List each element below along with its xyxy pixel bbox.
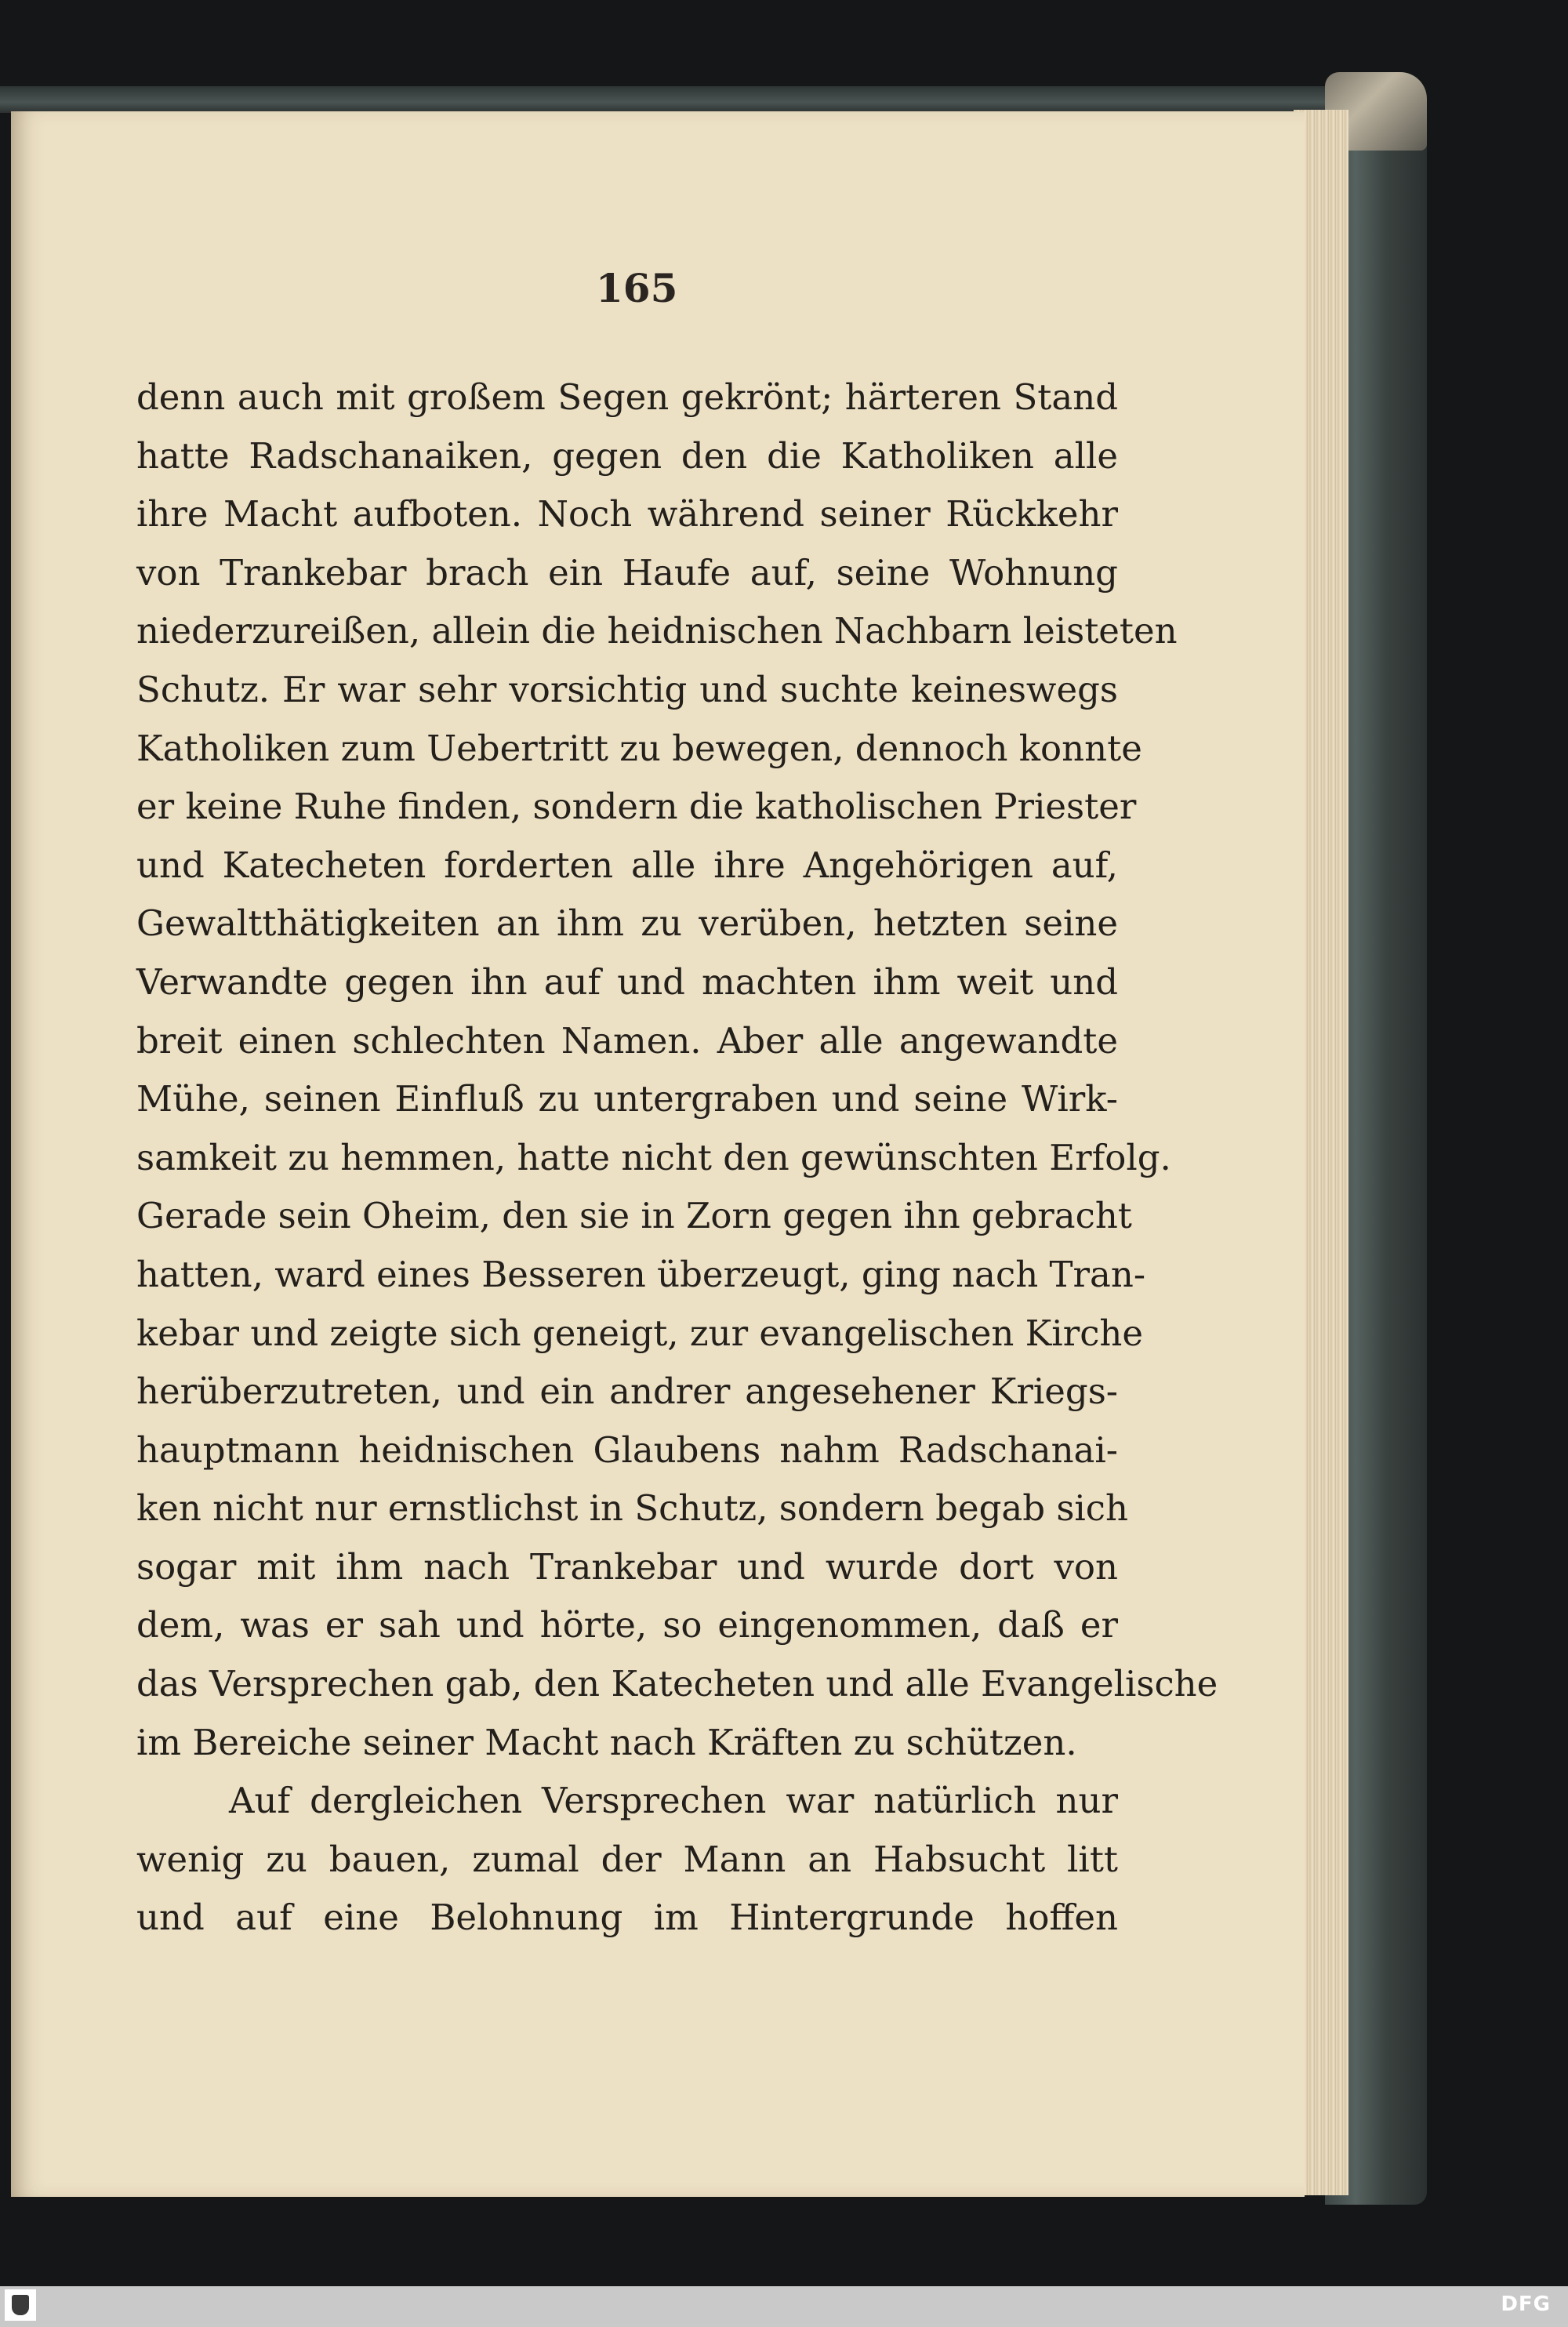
body-text [136,368,1218,1948]
text-line: dem, was er sah und hörte, so eingenommen, daß er [136,1604,1118,1646]
text-line: breit einen schlechten Namen. Aber alle angewandte [136,1019,1118,1062]
text-line: Verwandte gegen ihn auf und machten ihm weit und [136,960,1118,1003]
text-line: Gewaltthätigkeiten an ihm zu verüben, hetzten seine [136,902,1118,945]
viewer-footer-bar [0,2286,1568,2327]
library-crest-icon [12,2295,29,2315]
page-number: 165 [596,265,678,311]
text-line: hatte Radschanaiken, gegen den die Katholiken alle [136,434,1118,477]
text-line: ken nicht nur ernstlichst in Schutz, sondern begab sich [136,1487,1128,1530]
text-line: hatten, ward eines Besseren überzeugt, ging nach Tran- [136,1253,1146,1295]
text-line: er keine Ruhe finden, sondern die katholischen Priester [136,786,1137,828]
text-line: kebar und zeigte sich geneigt, zur evangelischen Kirche [136,1312,1144,1354]
text-line: ihre Macht aufboten. Noch während seiner Rückkehr [136,493,1118,535]
dfg-logo: DFG [1501,2293,1551,2316]
text-line: von Trankebar brach ein Haufe auf, seine Wohnung [136,551,1118,594]
library-logo-icon [5,2289,36,2321]
text-line: Gerade sein Oheim, den sie in Zorn gegen ihn gebracht [136,1195,1132,1237]
text-line: hauptmann heidnischen Glaubens nahm Radschanai- [136,1429,1118,1471]
text-line: Auf dergleichen Versprechen war natürlich nur [229,1780,1118,1822]
text-line: sogar mit ihm nach Trankebar und wurde dort von [136,1545,1118,1588]
text-line: Mühe, seinen Einfluß zu untergraben und seine Wirk- [136,1078,1118,1120]
text-line: und auf eine Belohnung im Hintergrunde hoffen [136,1897,1118,1939]
text-line: das Versprechen gab, den Katecheten und alle Evangelische [136,1663,1218,1705]
text-line: wenig zu bauen, zumal der Mann an Habsucht litt [136,1838,1118,1880]
text-line: denn auch mit großem Segen gekrönt; härteren Stand [136,376,1118,418]
book-top-edge [0,86,1380,113]
text-line: Katholiken zum Uebertritt zu bewegen, dennoch konnte [136,727,1142,769]
text-line: Schutz. Er war sehr vorsichtig und suchte keineswegs [136,668,1118,710]
text-line: niederzureißen, allein die heidnischen Nachbarn leisteten [136,610,1178,652]
text-line: im Bereiche seiner Macht nach Kräften zu schützen. [136,1721,1077,1763]
text-line: samkeit zu hemmen, hatte nicht den gewünschten Erfolg. [136,1136,1171,1178]
text-line: herüberzutreten, und ein andrer angesehener Kriegs- [136,1370,1118,1413]
text-line: und Katecheten forderten alle ihre Angehörigen auf, [136,844,1118,886]
